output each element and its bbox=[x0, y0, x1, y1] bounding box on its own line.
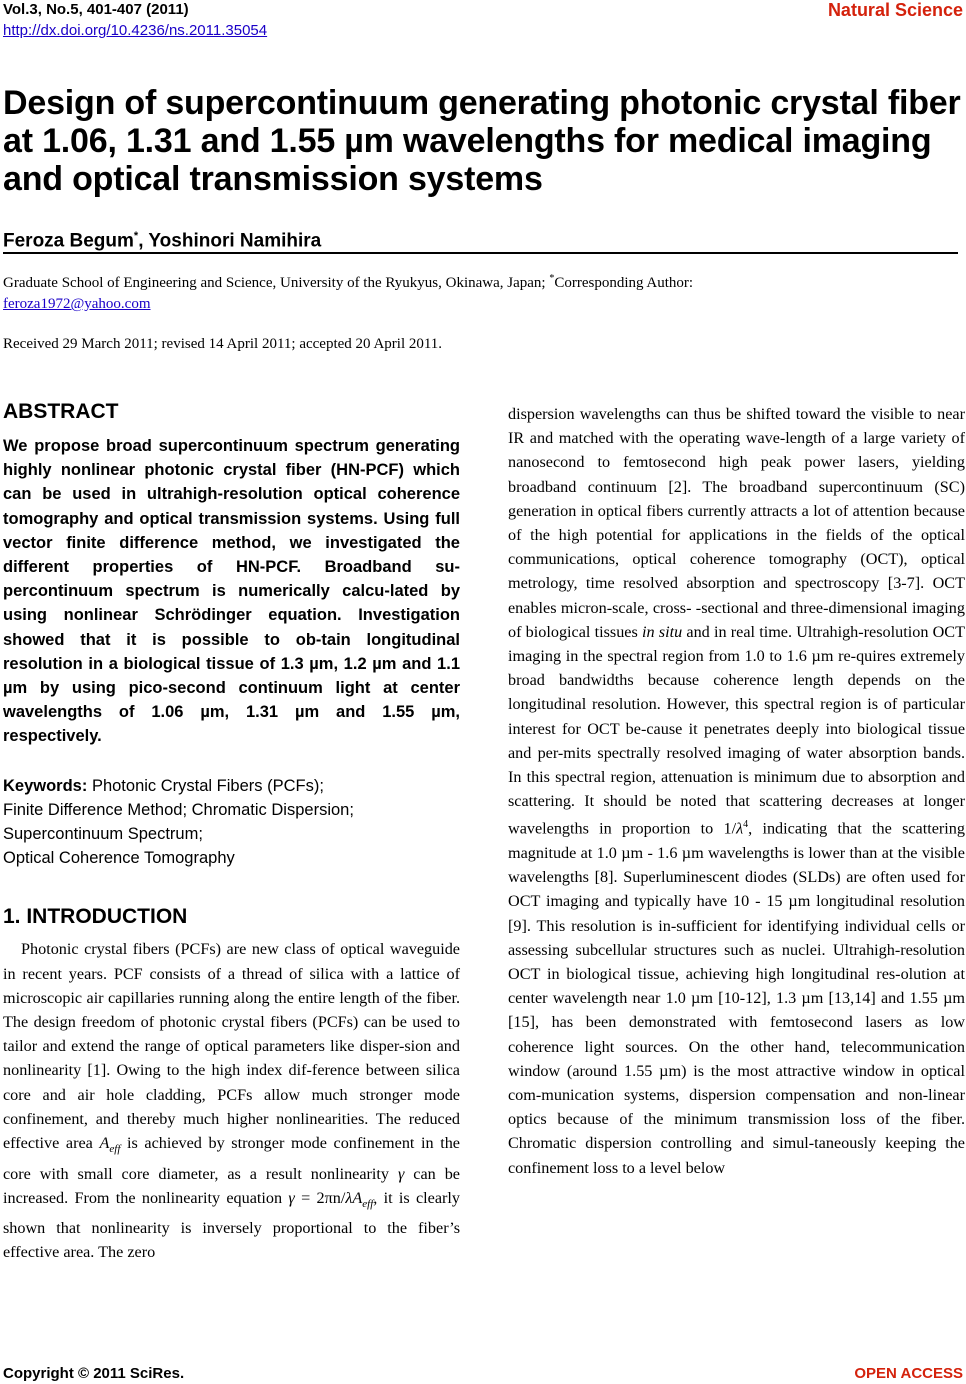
journal-name: Natural Science bbox=[827, 0, 963, 20]
abstract-text: We propose broad supercontinuum spectrum generating highly nonlinear photonic crystal fiber (HN-PCF) which can be used in ultrahigh-resolution optical coherence tomography and optical transmission systems. Using full vector finite difference method, we investigated the different properties of HN-PCF. Broadband su-percontinuum spectrum is numerically calcu-lated by using nonlinear Schrödinger equation. Investigation showed that it is possible to ob-tain longitudinal resolution in a biological tissue of 1.3 µm, 1.2 µm and 1.1 µm by using pico-second continuum light at center wavelengths of 1.06 µm, 1.31 µm and 1.55 µm, respectively. bbox=[3, 437, 460, 746]
doi-link[interactable]: http://dx.doi.org/10.4236/ns.2011.35054 bbox=[3, 22, 268, 39]
right-column bbox=[508, 402, 965, 1180]
intro-text-6: and in real time. Ultrahigh-resolution OCT imaging in the spectral region from 1.0 to 1.6 µm re-quires extremely broad bandwidths because coherence length depends on the longitudinal resolution. However, this spectral region is of particular interest for OCT be-cause it penetrates deeply into biological tissue and per-mits spectrally resolved imaging of water absorption bands. In this spectral region, attenuation is minimum due to absorption and scattering. It should be noted that scattering decreases at longer wavelengths in proportion to 1/ bbox=[508, 622, 965, 838]
gamma-symbol: γ bbox=[397, 1164, 405, 1183]
abstract-heading: ABSTRACT bbox=[3, 400, 119, 423]
lambda-symbol: λ bbox=[736, 819, 744, 838]
open-access-label: OPEN ACCESS bbox=[854, 1365, 963, 1382]
corresponding-mark: * bbox=[133, 230, 139, 242]
lambda-aeff-symbol: $\lambda A_{eff}$ bbox=[345, 1188, 374, 1210]
corresponding-mark-affil: * bbox=[549, 273, 555, 284]
gamma-symbol-eq: γ bbox=[288, 1188, 295, 1207]
aeff-symbol: $A_{eff}$ bbox=[99, 1134, 121, 1156]
corresponding-label: Corresponding Author: bbox=[554, 275, 694, 291]
author-2: Yoshinori Namihira bbox=[148, 230, 322, 252]
introduction-continued bbox=[508, 402, 965, 1180]
keyword-line-2: Finite Difference Method; Chromatic Dispersion; bbox=[3, 800, 354, 819]
intro-text-2: is achieved by stronger mode confinement in the core with small core diameter, as a result nonlinearity bbox=[3, 1134, 460, 1183]
email-link[interactable]: feroza1972@yahoo.com bbox=[3, 296, 151, 312]
introduction-heading: 1. INTRODUCTION bbox=[3, 905, 188, 929]
intro-text-5: dispersion wavelengths can thus be shifted toward the visible to near IR and matched with the operating wave-length of a large variety of nanosecond to femtosecond high peak power lasers, yielding broadband continuum [2]. The broadband supercontinuum (SC) generation in optical fibers currently attracts a lot of attention because of the high potential for applications in the fields of the optical communications, optical coherence tomography (OCT), optical metrology, time resolved absorption and spectroscopy [3-7]. OCT enables micron-scale, cross- -sectional and three-dimensional imaging of biological tissues bbox=[508, 405, 965, 641]
keyword-line-3: Supercontinuum Spectrum; bbox=[3, 825, 203, 844]
author-divider bbox=[3, 252, 958, 254]
intro-text-1: Photonic crystal fibers (PCFs) are new class of optical waveguide in recent years. PCF consists of a thread of silica with a lattice of microscopic air capillaries running along the entire length of the fiber. The design freedom of photonic crystal fibers (PCFs) can be used to tailor and extend the range of optical parameters like disper-sion and nonlinearity [1]. Owing to the high index dif-ference between silica core and air hole cladding, PCFs allow much stronger mode confinement, and thereby much higher nonlinearities. The reduced effective area bbox=[3, 940, 460, 1153]
power-4: 4 bbox=[743, 819, 749, 831]
author-separator: , bbox=[138, 230, 149, 252]
in-situ: in situ bbox=[642, 622, 683, 641]
intro-text-4: , it is clearly shown that nonlinearity is inversely proportional to the fiber’s effective area. The zero bbox=[3, 1188, 460, 1262]
intro-text-7: , indicating that the scattering magnitude at 1.0 µm - 1.6 µm wavelengths is lower than at the visible wavelengths [8]. Superluminescent diodes (SLDs) are often used for OCT imaging and typically have 10 - 15 µm longitudinal resolution [9]. This resolution is in-sufficient for identifying individual cells or assessing subcellular structures such as nuclei. Ultrahigh-resolution OCT in biological tissue, achieving high longitudinal res-olution at center wavelength near 1.0 µm [10-12], 1.3 µm [13,14] and 1.55 µm [15], has been demonstrated with femtosecond lasers as low coherence light sources. On the other hand, telecommunication window (around 1.55 µm) is the most attractive window in optical com-munication systems, dispersion compensation and non-linear optics because of the minimum transmission loss of the fiber. Chromatic dispersion controlling and simul-taneously keeping the confinement loss to a level below bbox=[508, 819, 965, 1177]
keywords bbox=[3, 774, 460, 871]
introduction-paragraph bbox=[3, 937, 460, 1264]
article-title: Design of supercontinuum generating photonic crystal fiber at 1.06, 1.31 and 1.55 µm wavelengths for medical imaging and optical transmission systems bbox=[3, 84, 961, 198]
keyword-line-4: Optical Coherence Tomography bbox=[3, 849, 235, 868]
author-1: Feroza Begum bbox=[3, 230, 134, 252]
journal-issue: Vol.3, No.5, 401-407 (2011) bbox=[3, 1, 189, 18]
left-column bbox=[3, 398, 460, 1265]
affiliation-text: Graduate School of Engineering and Science, University of the Ryukyus, Okinawa, Japan; bbox=[3, 275, 550, 291]
received-dates: Received 29 March 2011; revised 14 April 2011; accepted 20 April 2011. bbox=[3, 336, 443, 352]
keywords-label: Keywords: bbox=[3, 776, 88, 795]
affiliation bbox=[3, 268, 953, 315]
copyright: Copyright © 2011 SciRes. bbox=[3, 1365, 185, 1382]
intro-text-3: can be increased. From the nonlinearity equation bbox=[3, 1164, 460, 1207]
equation-text: = 2πn/ bbox=[294, 1188, 346, 1207]
keyword-line-1: Photonic Crystal Fibers (PCFs); bbox=[87, 776, 324, 795]
author-line bbox=[3, 224, 321, 253]
